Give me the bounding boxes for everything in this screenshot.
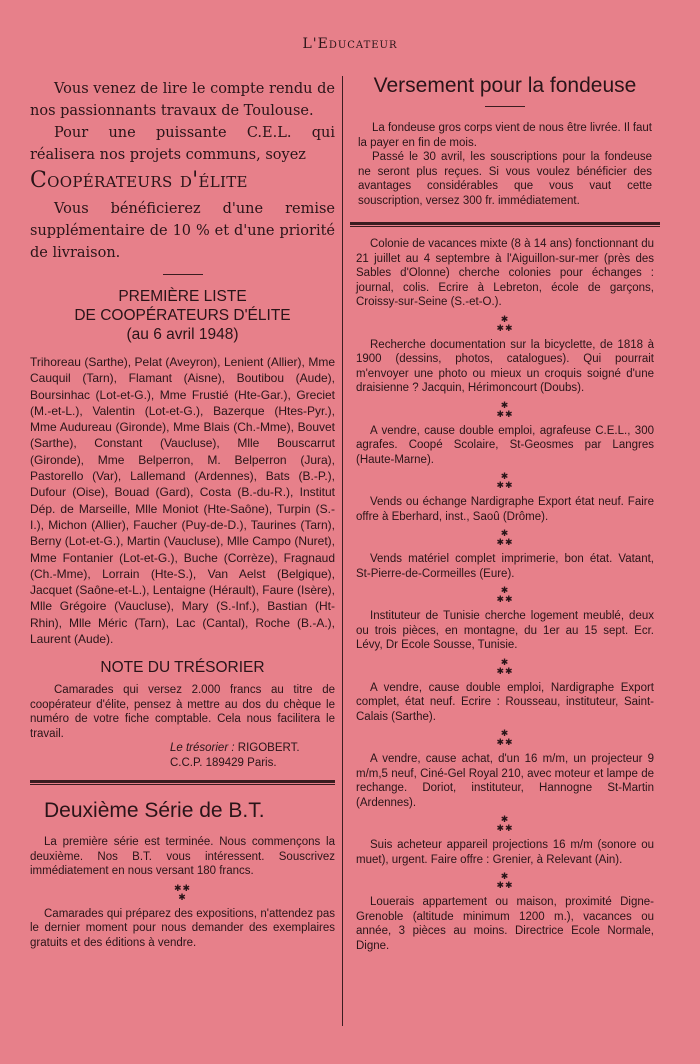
fondeuse-title: Versement pour la fondeuse (373, 74, 637, 97)
exhibition-note: Camarades qui préparez des expositions, n'attendez pas le dernier moment pour nous demander des exemplaires gratuits et des éditions à vendre. (30, 907, 335, 949)
list-title (30, 287, 335, 344)
asterism: ✱✱ ✱ (173, 883, 192, 903)
column-divider (342, 76, 343, 1026)
fondeuse-paragraph-1: La fondeuse gros corps vient de nous être livrée. Il faut la payer en fin de mois. (358, 122, 652, 149)
classified-ad: A vendre, cause double emploi, agrafeuse C.E.L., 300 agrafes. Coopé Scolaire, St-Geosmes par Langres (Haute-Marne). (356, 424, 654, 466)
running-title: L'Educateur (302, 36, 398, 52)
list-title-line-1: PREMIÈRE LISTE (118, 288, 247, 305)
section-rule-thin (30, 784, 335, 785)
bt-series-body: La première série est terminée. Nous commençons la deuxième. Nos B.T. vous intéressent. Souscrivez immédiatement en nous versant 180 francs. (30, 836, 335, 878)
classified-ad: Instituteur de Tunisie cherche logement meublé, deux ou trois pièces, en montagne, du 1er au 15 sept. Ecr. Lévy, Dr Ecole Sousse, Tunisie. (356, 610, 654, 651)
classified-ad: Vends ou échange Nardigraphe Export état neuf. Faire offre à Eberhard, inst., Saoû (Drôme). (356, 496, 654, 523)
treasurer-note-body: Camarades qui versez 2.000 francs au titre de coopérateur d'élite, pensez à mettre au dos du chèque le numéro de votre fiche comptable. Cela nous facilitera le travail. (30, 684, 335, 740)
asterism: ✱ ✱✱ (496, 586, 514, 605)
bt-series-title: Deuxième Série de B.T. (44, 799, 265, 823)
treasurer-note-title: NOTE DU TRÉSORIER (100, 659, 265, 677)
cooperator-list: Trihoreau (Sarthe), Pelat (Aveyron), Lenient (Allier), Mme Cauquil (Tarn), Flamant (Aisne), Boutibou (Aude), Boursinhac (Lot-et-G.), Mme Frustié (Hte-Gar.), Greciet (M.-et-L.), Valentin (Lot-et-G.), Bazerque (Htes-Pyr.), Mme Audureau (Gironde), Mme Blais (Ch.-Mme), Bouvet (Sarthe), Constant (Vaucluse), Mlle Bouscarrut (Gironde), Mme Belperron, M. Belperron (Jura), Pastorello (Var), Lallemand (Ardennes), Bats (B.-P.), Dufour (Oise), Bouad (Gard), Costa (B.-du-R.), Institut Dép. de Marseille, Mlle Moniot (Hte-Saône), Turpin (S.-I.), Michon (Allier), Faucher (Puy-de-D.), Taurines (Tarn), Berny (Lot-et-G.), Martin (Vaucluse), Mlle Campo (Nuret), Mme Fontanier (Lot-et-G.), Buche (Corrèze), Fragnaud (Ch.-Mme), Lorrain (Hte-S.), Van Aelst (Belgique), Jacquet (Saône-et-L.), Lentaigne (Hérault), Faure (Isère), Mlle Grégoire (Vaucluse), Mary (S.-Inf.), Bastian (Ht-Rhin), Mlle Méric (Tarn), Lac (Cantal), Roche (B.-A.), Laurent (Aude). (30, 355, 335, 647)
fondeuse-paragraph-2: Passé le 30 avril, les souscriptions pour la fondeuse ne seront plus reçues. Si vous voulez bénéficier des avantages considérables que vous vaut cette souscription, versez 300 fr. immédiatement. (358, 151, 652, 207)
asterism: ✱ ✱✱ (496, 400, 514, 420)
asterism: ✱ ✱✱ (496, 529, 514, 548)
section-rule-thick (350, 222, 660, 225)
short-rule (163, 274, 203, 275)
list-title-line-3: (au 6 avril 1948) (126, 326, 239, 343)
intro-paragraph-3: Vous bénéficierez d'une remise supplémentaire de 10 % et d'une priorité de livraison. (30, 201, 335, 261)
asterism: ✱ ✱✱ (496, 314, 514, 334)
classified-ad: Vends matériel complet imprimerie, bon état. Vatant, St-Pierre-de-Cormeilles (Eure). (356, 553, 654, 580)
cooperateurs-heading: Coopérateurs d'élite (30, 168, 248, 193)
asterism: ✱ ✱✱ (496, 657, 514, 677)
asterism: ✱ ✱✱ (496, 472, 514, 491)
signature-name: RIGOBERT. (237, 742, 300, 755)
signature-role: Le trésorier : (170, 742, 235, 755)
intro-block (30, 78, 335, 264)
classified-ad: A vendre, cause achat, d'un 16 m/m, un projecteur 9 m/m,5 neuf, Ciné-Gel Royal 210, avec moteur et lampe de rechange. Doriot, instituteur, Hannogne St-Martin (Ardennes). (356, 753, 654, 809)
treasurer-signature (170, 741, 335, 770)
asterism: ✱ ✱✱ (496, 815, 514, 834)
classified-ad: A vendre, cause double emploi, Nardigraphe Export complet, état neuf. Ecrire : Rousseau, instituteur, Saint-Calais (Sarthe). (356, 681, 654, 723)
list-title-line-2: DE COOPÉRATEURS D'ÉLITE (74, 307, 291, 324)
asterism: ✱ ✱✱ (496, 729, 514, 748)
section-rule-thick (30, 780, 335, 783)
asterism: ✱ ✱✱ (496, 872, 514, 891)
intro-paragraph-1: Vous venez de lire le compte rendu de nos passionnants travaux de Toulouse. (30, 81, 335, 119)
intro-paragraph-2: Pour une puissante C.E.L. qui réalisera nos projets communs, soyez (30, 125, 335, 163)
classified-ad: Louerais appartement ou maison, proximité Digne-Grenoble (altitude minimum 1200 m.), vacances ou année, 3 pièces au moins. Directrice Ecole Normale, Digne. (356, 896, 654, 952)
left-column (30, 78, 335, 950)
classified-ad: Colonie de vacances mixte (8 à 14 ans) fonctionnant du 21 juillet au 4 septembre à l'Aiguillon-sur-mer (près des Sables d'Olonne) cherche colonies pour échanges : journal, colis. Ecrire à Lebreton, école de garçons, Croissy-sur-Seine (S.-et-O.). (356, 238, 654, 308)
right-column (350, 72, 660, 953)
signature-ccp: C.C.P. 189429 Paris. (170, 756, 277, 769)
short-rule (485, 106, 525, 107)
classified-ad: Recherche documentation sur la bicyclette, de 1818 à 1900 (dessins, photos, catalogues). Qui pourrait m'envoyer une photo ou mieux un croquis soigné d'une draisienne ? Jacquin, Hérimoncourt (Doubs). (356, 338, 654, 394)
classified-ad: Suis acheteur appareil projections 16 m/m (sonore ou muet), urgent. Faire offre : Grenier, à Relevant (Ain). (356, 839, 654, 866)
